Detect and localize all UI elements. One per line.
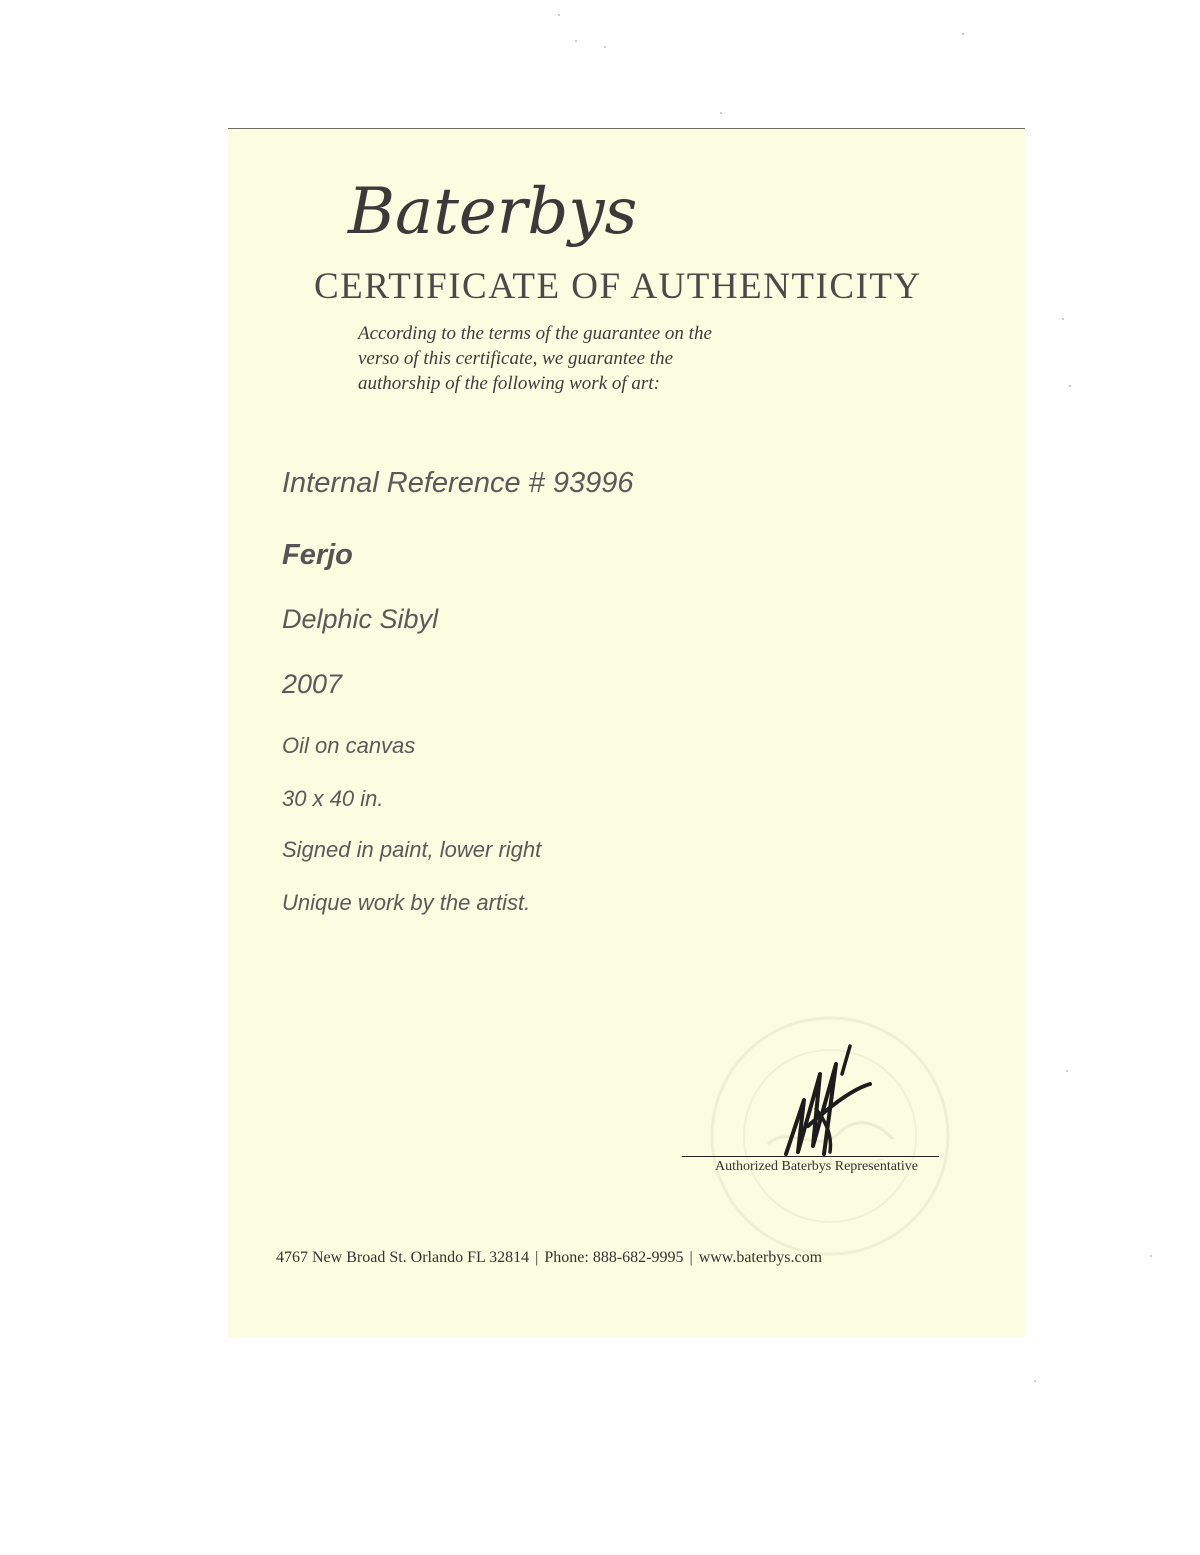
artwork-dimensions: 30 x 40 in. xyxy=(282,786,384,811)
scan-speck xyxy=(604,46,606,48)
certificate-heading: CERTIFICATE OF AUTHENTICITY xyxy=(314,266,922,307)
scan-speck xyxy=(720,112,722,114)
artwork-title: Delphic Sibyl xyxy=(282,604,439,634)
scan-speck xyxy=(1062,318,1064,320)
guarantee-line: authorship of the following work of art: xyxy=(358,373,660,394)
footer-address: 4767 New Broad St. Orlando FL 32814 xyxy=(276,1249,530,1266)
signature-line xyxy=(682,1156,939,1157)
artwork-year: 2007 xyxy=(282,669,343,699)
scan-speck xyxy=(1034,1380,1036,1382)
edition-note: Unique work by the artist. xyxy=(282,890,531,915)
scan-speck xyxy=(1069,385,1071,387)
artwork-medium: Oil on canvas xyxy=(282,733,416,758)
footer-separator: | xyxy=(535,1249,539,1266)
footer-website: www.baterbys.com xyxy=(698,1249,823,1266)
scan-speck xyxy=(962,33,964,35)
footer-separator: | xyxy=(689,1249,693,1266)
guarantee-line: verso of this certificate, we guarantee the xyxy=(358,348,674,369)
reference-number: Internal Reference # 93996 xyxy=(282,467,634,499)
scan-speck xyxy=(558,14,560,16)
artist-name: Ferjo xyxy=(282,539,353,571)
footer-contact xyxy=(276,1249,822,1267)
scan-speck xyxy=(575,40,577,42)
signature-note: Signed in paint, lower right xyxy=(282,837,542,862)
scan-speck xyxy=(1066,1070,1068,1072)
guarantee-statement xyxy=(358,321,818,396)
guarantee-line: According to the terms of the guarantee on the xyxy=(358,323,712,344)
certificate-card xyxy=(228,128,1025,1337)
footer-phone: Phone: 888-682-9995 xyxy=(544,1249,684,1266)
signature-caption: Authorized Baterbys Representative xyxy=(715,1159,918,1174)
brand-logo: Baterbys xyxy=(348,175,638,249)
handwritten-signature-icon xyxy=(758,1034,888,1174)
scan-speck xyxy=(1150,1255,1152,1257)
